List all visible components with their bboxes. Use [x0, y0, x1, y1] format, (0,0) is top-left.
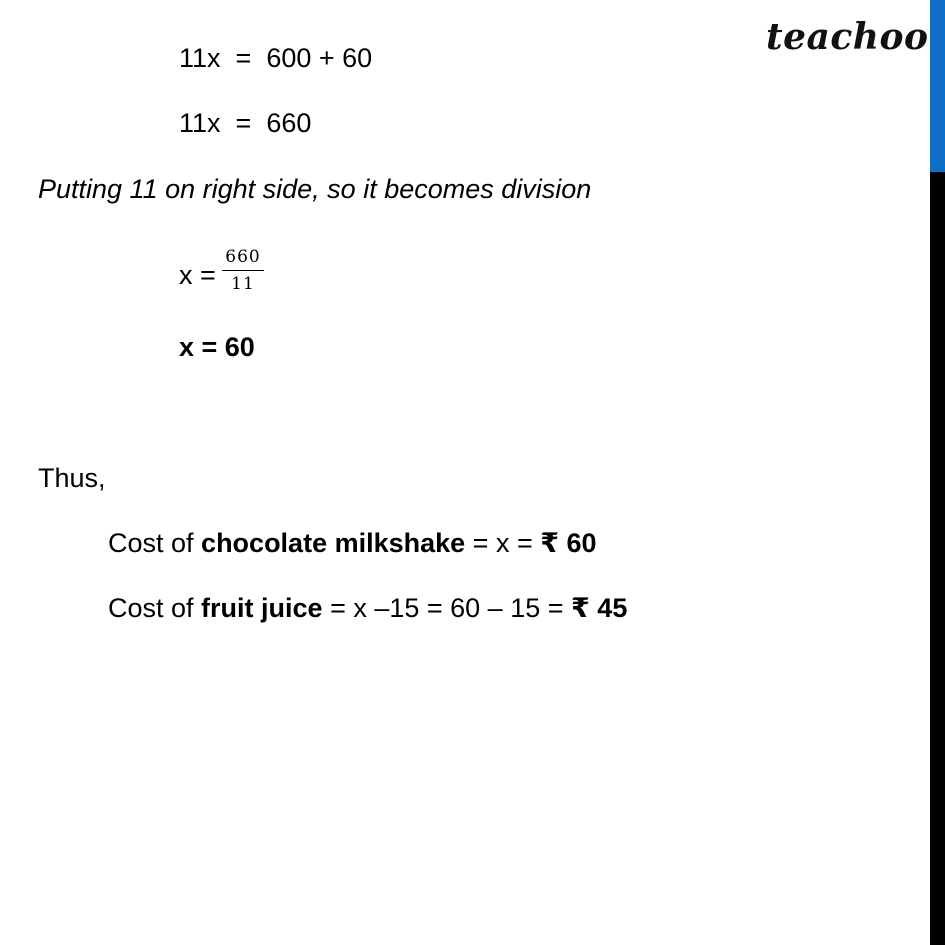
line2-item: fruit juice — [201, 593, 323, 623]
result-line: x = 60 — [179, 332, 255, 362]
line2-prefix: Cost of — [108, 593, 202, 623]
sidebar-accent-bar — [930, 0, 945, 172]
line1-expr: = x = — [465, 528, 541, 558]
line2-expr: = x –15 = 60 – 15 = — [322, 593, 572, 623]
eq2-lhs: 11x — [179, 108, 221, 138]
line2-value: ₹ 45 — [571, 593, 628, 623]
equation-line-2 — [179, 110, 311, 137]
teachoo-logo: teachoo — [766, 16, 929, 58]
eq1-rhs: = 600 + 60 — [235, 43, 373, 73]
fraction-numerator: 660 — [222, 247, 264, 271]
eq2-rhs: = 660 — [235, 108, 312, 138]
fraction-denominator: 11 — [231, 274, 255, 294]
line1-prefix: Cost of — [108, 528, 202, 558]
equation-line-1 — [179, 45, 372, 72]
conclusion-line-1 — [108, 530, 597, 557]
line1-item: chocolate milkshake — [201, 528, 466, 558]
eq1-lhs: 11x — [179, 43, 221, 73]
line1-value: ₹ 60 — [540, 528, 597, 558]
sidebar-dark-bar — [930, 172, 945, 945]
conclusion-intro: Thus, — [38, 463, 106, 493]
explanation-note: Putting 11 on right side, so it becomes division — [38, 174, 592, 204]
conclusion-line-2 — [108, 595, 627, 622]
fraction — [222, 247, 264, 294]
equation-line-3-lhs: x = — [179, 260, 216, 290]
